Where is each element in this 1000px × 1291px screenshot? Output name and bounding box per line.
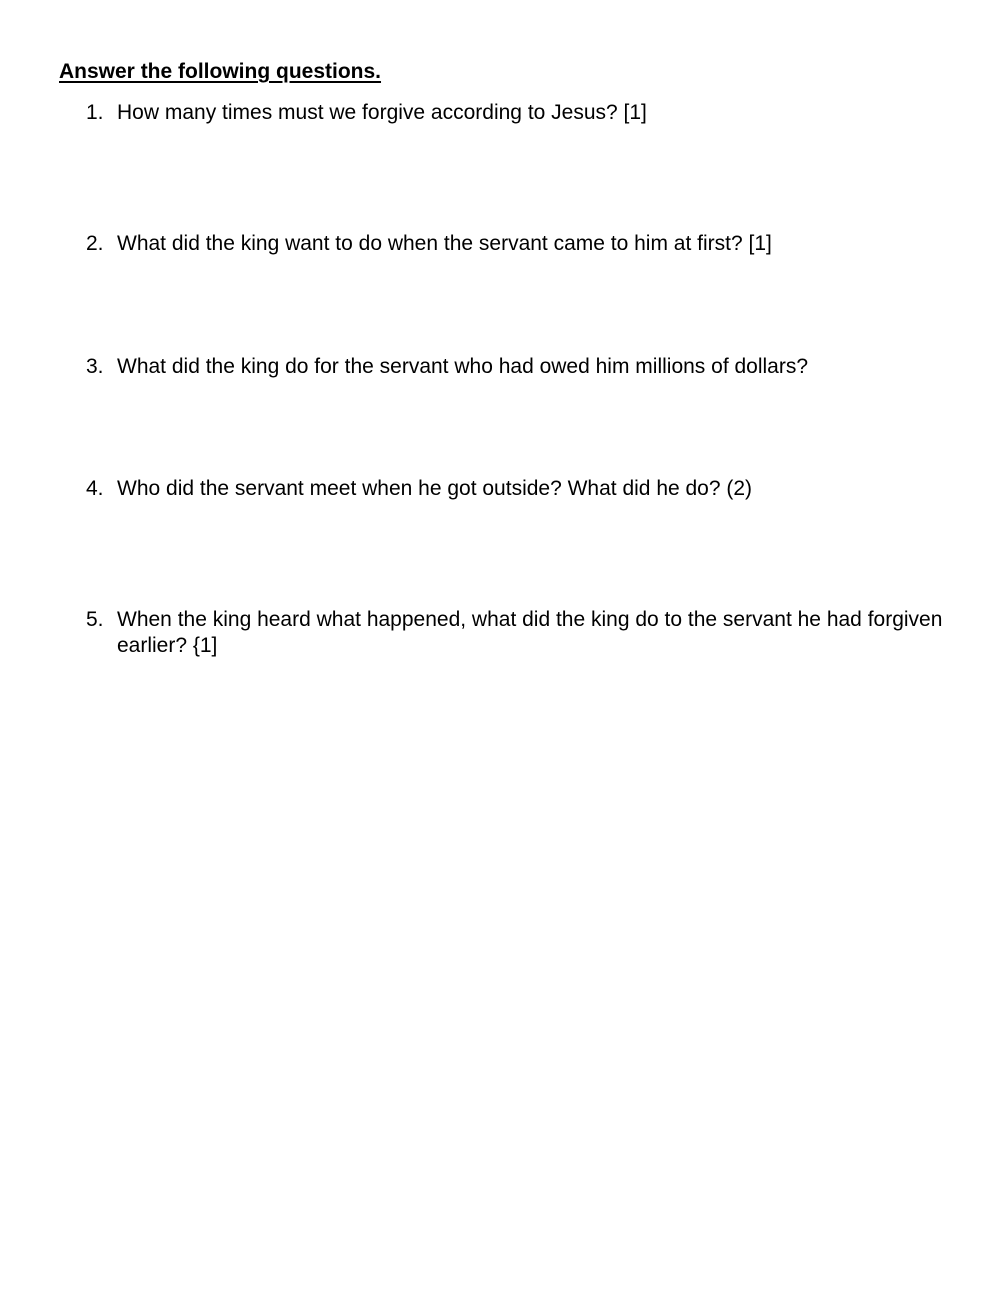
question-2	[86, 231, 946, 257]
worksheet-heading: Answer the following questions.	[59, 60, 382, 83]
question-number: 5.	[86, 608, 104, 631]
question-5	[86, 607, 946, 659]
question-1	[86, 100, 946, 126]
question-4	[86, 476, 946, 502]
question-text: What did the king do for the servant who had owed him millions of dollars?	[117, 355, 809, 378]
question-text: Who did the servant meet when he got outside? What did he do? (2)	[117, 477, 753, 500]
question-number: 4.	[86, 477, 104, 500]
question-3	[86, 354, 946, 380]
question-number: 3.	[86, 355, 104, 378]
question-text: When the king heard what happened, what did the king do to the servant he had forgiven earlier? {1]	[117, 608, 943, 657]
question-text: What did the king want to do when the servant came to him at first? [1]	[117, 232, 772, 255]
question-text: How many times must we forgive according to Jesus? [1]	[117, 101, 647, 124]
question-number: 1.	[86, 101, 104, 124]
question-number: 2.	[86, 232, 104, 255]
